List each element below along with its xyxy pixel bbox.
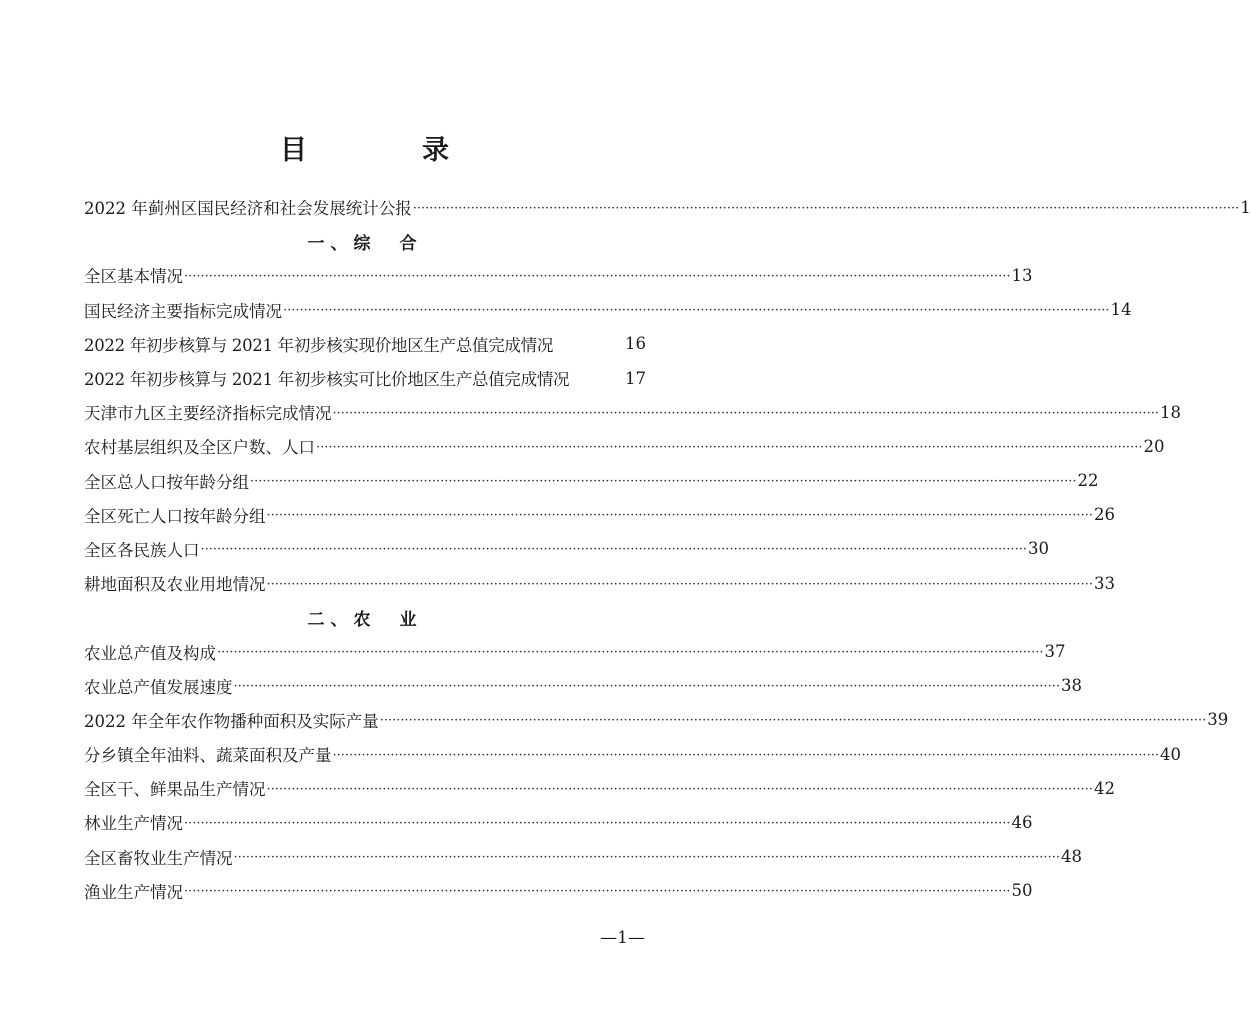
toc-entry[interactable] (84, 805, 1033, 839)
toc-entry-page-number: 48 (1060, 847, 1082, 867)
toc-entry[interactable] (84, 464, 1099, 498)
toc-leader-dots: ········································································································································································································ (379, 713, 1207, 729)
toc-entry-page-number: 38 (1060, 676, 1082, 696)
toc-entry[interactable] (84, 293, 1132, 327)
toc-entry[interactable] (84, 395, 1181, 429)
toc-entry-label: 农业总产值发展速度 (84, 677, 233, 697)
toc-section-heading: 一、综 合 (307, 233, 423, 254)
toc-entry-label: 全区干、鲜果品生产情况 (84, 780, 266, 800)
toc-entry-page-number: 33 (1093, 573, 1115, 593)
toc-entry-label: 2022 年初步核算与 2021 年初步核实可比价地区生产总值完成情况 (84, 370, 570, 390)
toc-entry[interactable] (84, 703, 1229, 737)
toc-entry-label: 全区死亡人口按年龄分组 (84, 506, 266, 526)
toc-entry[interactable] (84, 361, 646, 395)
toc-leader-dots: ········································································································································································································ (184, 815, 1011, 831)
toc-entry-label: 国民经济主要指标完成情况 (84, 301, 282, 321)
toc-leader-dots: ········································································································································································································ (233, 850, 1060, 866)
toc-leader-dots: ········································································································································································································ (184, 884, 1011, 900)
toc-entry[interactable] (84, 669, 1082, 703)
toc-entry-page-number: 40 (1159, 744, 1181, 764)
toc-entry-label: 全区各民族人口 (84, 540, 200, 560)
toc-leader-dots: ········································································································································································································ (266, 576, 1093, 592)
toc-entry[interactable] (84, 327, 646, 361)
toc-entry-page-number: 18 (1159, 402, 1181, 422)
toc-leader-dots: ········································································································································································································ (266, 508, 1093, 524)
toc-entry-page-number: 50 (1011, 881, 1033, 901)
toc-leader-dots: ········································································································································································································ (283, 303, 1110, 319)
page-number: —1— (600, 928, 645, 948)
toc-entry[interactable] (84, 429, 1165, 463)
toc-entry-page-number: 26 (1093, 505, 1115, 525)
toc-entry-label: 全区总人口按年龄分组 (84, 472, 249, 492)
toc-entry[interactable] (84, 634, 1066, 668)
toc-entry[interactable] (84, 566, 1115, 600)
toc-leader-dots: ········································································································································································································ (217, 645, 1044, 661)
toc-leader-dots: ········································································································································································································ (332, 747, 1159, 763)
toc-entry-page-number: 17 (625, 368, 646, 388)
toc-leader-dots: ········································································································································································································ (316, 439, 1143, 455)
toc-entry[interactable] (84, 498, 1115, 532)
toc-entry-label: 农村基层组织及全区户数、人口 (84, 438, 315, 458)
toc-entry-page-number: 46 (1011, 812, 1033, 832)
toc-leader-dots: ········································································································································································································ (233, 679, 1060, 695)
toc-entry[interactable] (84, 737, 1181, 771)
toc-entry-label: 2022 年蓟州区国民经济和社会发展统计公报 (84, 199, 412, 219)
toc-entry-page-number: 30 (1027, 539, 1049, 559)
toc-leader-dots: ········································································································································································································ (412, 200, 1240, 216)
toc-entry-label: 农业总产值及构成 (84, 643, 216, 663)
toc-leader-dots: ········································································································································································································ (266, 781, 1093, 797)
toc-entry[interactable] (84, 258, 1033, 292)
toc-entry-label: 2022 年初步核算与 2021 年初步核实现价地区生产总值完成情况 (84, 335, 554, 355)
toc-leader-dots: ········································································································································································································ (200, 542, 1027, 558)
toc-entry-label: 天津市九区主要经济指标完成情况 (84, 404, 332, 424)
toc-leader-dots: ········································································································································································································ (250, 474, 1077, 490)
toc-entry[interactable] (84, 190, 1251, 224)
toc-entry-label: 全区畜牧业生产情况 (84, 848, 233, 868)
toc-entry-page-number: 16 (625, 334, 646, 354)
toc-entry[interactable] (84, 840, 1082, 874)
toc-entry[interactable] (84, 874, 1033, 908)
table-of-contents (84, 190, 1251, 908)
toc-entry[interactable] (84, 532, 1049, 566)
toc-entry[interactable] (84, 771, 1115, 805)
toc-entry-page-number: 20 (1143, 436, 1165, 456)
toc-entry-label: 全区基本情况 (84, 267, 183, 287)
toc-leader-dots: ········································································································································································································ (332, 405, 1159, 421)
toc-entry-page-number: 13 (1011, 265, 1033, 285)
toc-entry-page-number: 14 (1110, 300, 1132, 320)
toc-entry-label: 林业生产情况 (84, 814, 183, 834)
toc-entry-page-number: 39 (1207, 710, 1229, 730)
toc-entry-page-number: 22 (1077, 471, 1099, 491)
toc-entry-label: 渔业生产情况 (84, 882, 183, 902)
toc-entry-page-number: 42 (1093, 778, 1115, 798)
toc-entry-page-number: 37 (1044, 642, 1066, 662)
toc-entry-label: 2022 年全年农作物播种面积及实际产量 (84, 711, 379, 731)
toc-leader-dots: ········································································································································································································ (184, 268, 1011, 284)
toc-entry-label: 耕地面积及农业用地情况 (84, 575, 266, 595)
toc-entry-label: 分乡镇全年油料、蔬菜面积及产量 (84, 746, 332, 766)
toc-section-heading: 二、农 业 (307, 609, 423, 630)
toc-entry-page-number: 1 (1240, 197, 1251, 217)
page-title: 目 录 (280, 135, 493, 166)
